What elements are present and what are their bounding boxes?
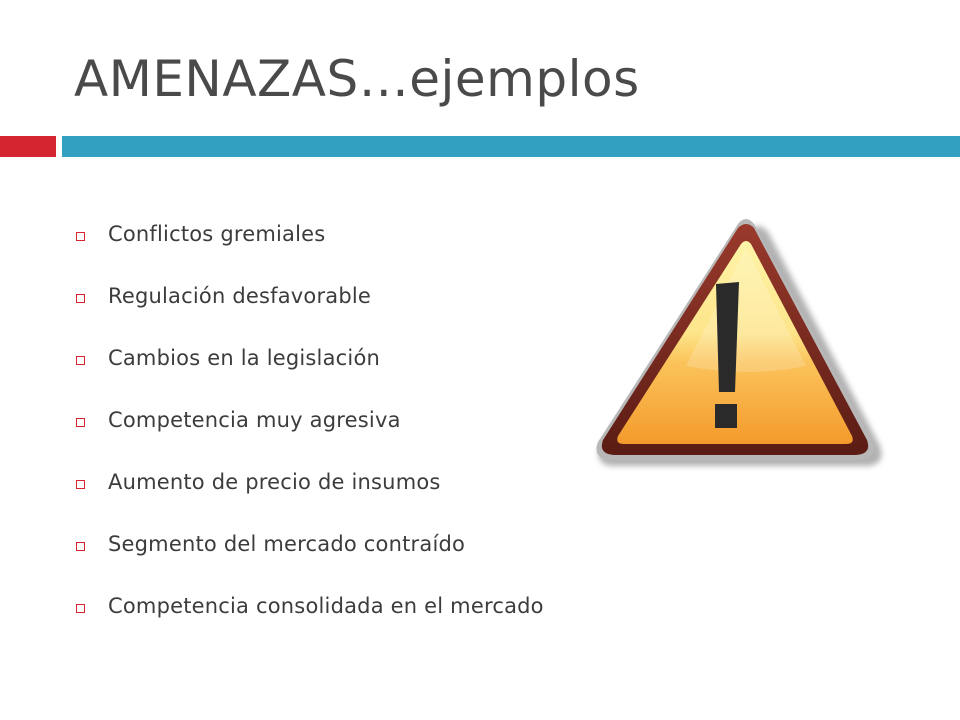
hollow-square-bullet-icon <box>76 604 85 613</box>
title-rule-accent-blue <box>62 136 960 157</box>
bullet-text: Competencia consolidada en el mercado <box>108 594 544 618</box>
bullet-text: Segmento del mercado contraído <box>108 532 466 556</box>
bullet-text: Competencia muy agresiva <box>108 408 401 432</box>
bullet-list <box>76 212 544 646</box>
list-item <box>76 398 544 460</box>
bullet-text: Cambios en la legislación <box>108 346 381 370</box>
title-rule-accent-red <box>0 136 56 157</box>
bullet-text: Aumento de precio de insumos <box>108 470 441 494</box>
list-item <box>76 212 544 274</box>
list-item <box>76 336 544 398</box>
hollow-square-bullet-icon <box>76 232 85 241</box>
slide-title: AMENAZAS…ejemplos <box>74 50 640 108</box>
hollow-square-bullet-icon <box>76 418 85 427</box>
bullet-text: Conflictos gremiales <box>108 222 326 246</box>
list-item <box>76 584 544 646</box>
hollow-square-bullet-icon <box>76 542 85 551</box>
bullet-text: Regulación desfavorable <box>108 284 372 308</box>
hollow-square-bullet-icon <box>76 480 85 489</box>
list-item <box>76 274 544 336</box>
warning-triangle-icon <box>588 218 888 478</box>
list-item <box>76 522 544 584</box>
hollow-square-bullet-icon <box>76 356 85 365</box>
list-item <box>76 460 544 522</box>
hollow-square-bullet-icon <box>76 294 85 303</box>
